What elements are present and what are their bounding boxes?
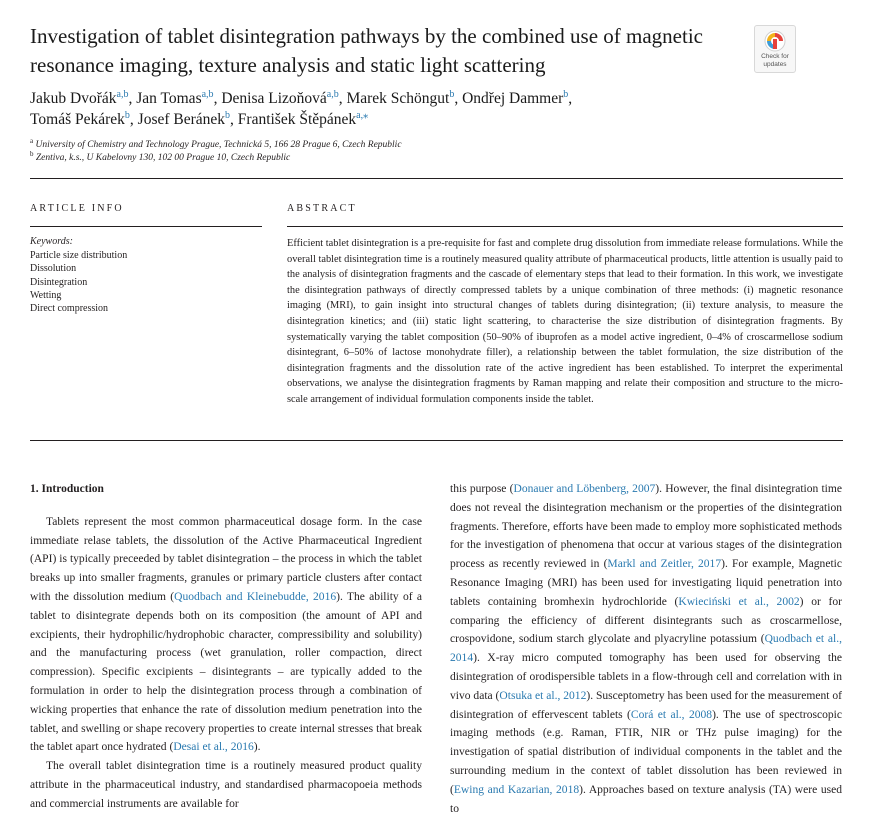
citation-link[interactable]: Kwieciński et al., 2002 bbox=[678, 595, 800, 608]
citation-link[interactable]: Ewing and Kazarian, 2018 bbox=[453, 783, 580, 796]
section-heading-introduction: 1. Introduction bbox=[30, 483, 104, 495]
author-name[interactable]: Josef Beránek bbox=[137, 111, 226, 128]
article-info-rule bbox=[30, 226, 262, 227]
article-info-heading: ARTICLE INFO bbox=[30, 203, 124, 214]
badge-label-1: Check for bbox=[761, 53, 789, 60]
author-affiliation-mark: b bbox=[225, 109, 231, 121]
author-affiliation-mark: a,b bbox=[116, 88, 129, 100]
keyword-item: Dissolution bbox=[30, 263, 77, 275]
author-affiliation-mark: b bbox=[449, 88, 455, 100]
body-column-right bbox=[450, 480, 842, 818]
author-affiliation-mark: a,⁎ bbox=[356, 109, 369, 121]
keyword-item: Particle size distribution bbox=[30, 250, 128, 261]
author-name[interactable]: Ondřej Dammer bbox=[462, 90, 564, 107]
author-name[interactable]: Jan Tomas bbox=[136, 90, 202, 107]
check-for-updates-badge[interactable] bbox=[754, 25, 796, 73]
author-list: Jakub Dvořák$^{a,b}$, Jan Tomas$^{a,b}$, Denisa Lizoňová$^{a,b}$, Marek Schöngut$^b$, Ondřej Dammer$^b$, Tomáš Pekárek$^b$, Josef Beránek$^b$, František Štěpánek$^{a,⁎}$ bbox=[30, 88, 573, 128]
citation-link[interactable]: Corá et al., 2008 bbox=[630, 708, 713, 721]
paragraph-text: ). bbox=[253, 741, 261, 754]
paragraph-text: ). The use of spectroscopic imaging methods (e.g. Raman, FTIR, NIR or THz pulse imaging) for the investigation of spatial distribution of individual components in the tablet and the surrounding medium in the context of tablet dissolution has been reviewed in ( bbox=[450, 708, 842, 796]
paragraph-text: Tablets represent the most common pharmaceutical dosage form. In the case immediate relase tablets, the dissolution of the Active Pharmaceutical Ingredient (API) is typically preceeded by tablet disintegration – the process in which the tablet breaks up into smaller fragments, granules or primary particle clusters after contact with the dissolution medium ( bbox=[30, 515, 422, 603]
paragraph-text: ). X-ray micro computed tomography has been used for observing the disintegration of orodispersible tablets in a flow-through cell and correlation with in vivo data ( bbox=[450, 652, 842, 702]
affiliation-b: $^b$ Zentiva, k.s., U Kabelovny 130, 102 00 Prague 10, Czech Republic bbox=[30, 149, 291, 163]
article-title: Investigation of tablet disintegration pathways by the combined use of magnetic resonance imaging, texture analysis and static light scattering bbox=[30, 24, 703, 77]
paragraph-text: ). However, the final disintegration time does not reveal the disintegration mechanism or the properties of the disintegration fragments. Therefore, efforts have been made to employ more sophisticated methods for the investigation of phenomena that occur at various stages of the disintegration process as recently reviewed in ( bbox=[450, 483, 843, 571]
badge-label-2: updates bbox=[763, 61, 787, 68]
author-name[interactable]: Marek Schöngut bbox=[346, 90, 450, 107]
citation-link[interactable]: Donauer and Löbenberg, 2007 bbox=[513, 483, 656, 495]
author-affiliation-mark: a,b bbox=[201, 88, 214, 100]
citation-link[interactable]: Otsuka et al., 2012 bbox=[499, 689, 587, 702]
abstract-heading: ABSTRACT bbox=[287, 203, 357, 214]
paragraph-text: ). The ability of a tablet to disintegrate depends both on its composition (the amount of API and excipients, their hydrophilic/hydrophobic character, compressibility and solubility) and the manufacturing process (wet granulation, roller compaction, direct compression). Specific excipients – disintegrants – are typically added to the formulation in order to help the disintegration process through a combination of wicking properties that enhance the rate of dissolution medium penetration into the tablet, and swelling or shape recovery properties to create internal stresses that break the tablet apart once hydrated ( bbox=[30, 590, 422, 754]
paragraph-text: ) or for comparing the efficiency of different disintegrants such as croscarmellose, crospovidone, sodium starch glycolate and plyacryline potassium ( bbox=[450, 595, 842, 646]
paragraph-text: this purpose ( bbox=[450, 483, 514, 495]
author-affiliation-mark: b bbox=[124, 109, 130, 121]
keyword-item: Wetting bbox=[30, 289, 62, 301]
citation-link[interactable]: Quodbach et al., 2014 bbox=[450, 633, 842, 665]
header-rule bbox=[30, 178, 843, 179]
paragraph-text: ). Approaches based on texture analysis (TA) were used to bbox=[450, 783, 842, 815]
keyword-list bbox=[30, 249, 127, 315]
intro-paragraph-1 bbox=[30, 513, 422, 757]
author-affiliation-mark: b bbox=[563, 88, 569, 100]
paragraph-text: The overall tablet disintegration time is a routinely measured product quality attribute in the pharmaceutical industry, and standardised pharmacopoeia methods and commercial instruments are available for bbox=[30, 760, 422, 810]
abstract-rule bbox=[287, 226, 843, 227]
paragraph-text: ). For example, Magnetic Resonance Imaging (MRI) has been used for investigating liquid penetration into tablets containing bromhexin hydrochloride ( bbox=[450, 558, 842, 608]
crossmark-icon bbox=[764, 30, 786, 52]
keywords-label: Keywords: bbox=[30, 236, 73, 247]
author-affiliation-mark: a,b bbox=[326, 88, 339, 100]
intro-paragraph-continued bbox=[450, 480, 842, 818]
keyword-item: Disintegration bbox=[30, 276, 88, 288]
affiliation-a: $^a$ University of Chemistry and Technology Prague, Technická 5, 166 28 Prague 6, Czech Republic bbox=[30, 136, 402, 150]
keyword-item: Direct compression bbox=[30, 303, 109, 315]
author-name[interactable]: Tomáš Pekárek bbox=[30, 111, 125, 128]
abstract-bottom-rule bbox=[30, 440, 843, 441]
citation-link[interactable]: Desai et al., 2016 bbox=[173, 741, 254, 754]
author-name[interactable]: Jakub Dvořák bbox=[30, 90, 117, 107]
citation-link[interactable]: Markl and Zeitler, 2017 bbox=[607, 558, 722, 571]
author-name[interactable]: František Štěpánek bbox=[237, 111, 357, 128]
abstract-body: Efficient tablet disintegration is a pre-requisite for fast and complete drug dissolution from immediate release formulations. While the overall tablet disintegration time is a routinely measured quality attribute of pharmaceutical products, little attention is usually paid to the analysis of disintegration fragments and the cascade of elementary steps that lead to their formation. In this work, we investigate the disintegration pathways of directly compressed tablets by a unique combination of three methods: (i) magnetic resonance imaging (MRI), to gain insight into structural changes of tablets during disintegration; (ii) texture analysis, to measure the disintegration kinetics; and (iii) static light scattering, to characterise the size distribution of disintegration fragments. By systematically varying the tablet composition (50–90% of ibuprofen as a model active ingredient, 0–4% of croscarmellose sodium disintegrant, 6–50% of lactose monohydrate filler), a relationship between the tablet formulation, the size distribution of the disintegration fragments and the dissolution rate of the active ingredient has been established. To interpret the experimental observations, we analyse the disintegration fragments by Raman mapping and relate their composition and structure to the micro-scale arrangement of individual formulation components inside the tablet. bbox=[287, 238, 843, 405]
author-name[interactable]: Denisa Lizoňová bbox=[221, 90, 327, 107]
paragraph-text: ). Susceptometry has been used for the measurement of disintegration of effervescent tablets ( bbox=[450, 689, 842, 721]
citation-link[interactable]: Quodbach and Kleinebudde, 2016 bbox=[174, 590, 337, 603]
body-column-left bbox=[30, 480, 422, 814]
intro-paragraph-2 bbox=[30, 757, 422, 813]
affiliations bbox=[30, 136, 630, 165]
